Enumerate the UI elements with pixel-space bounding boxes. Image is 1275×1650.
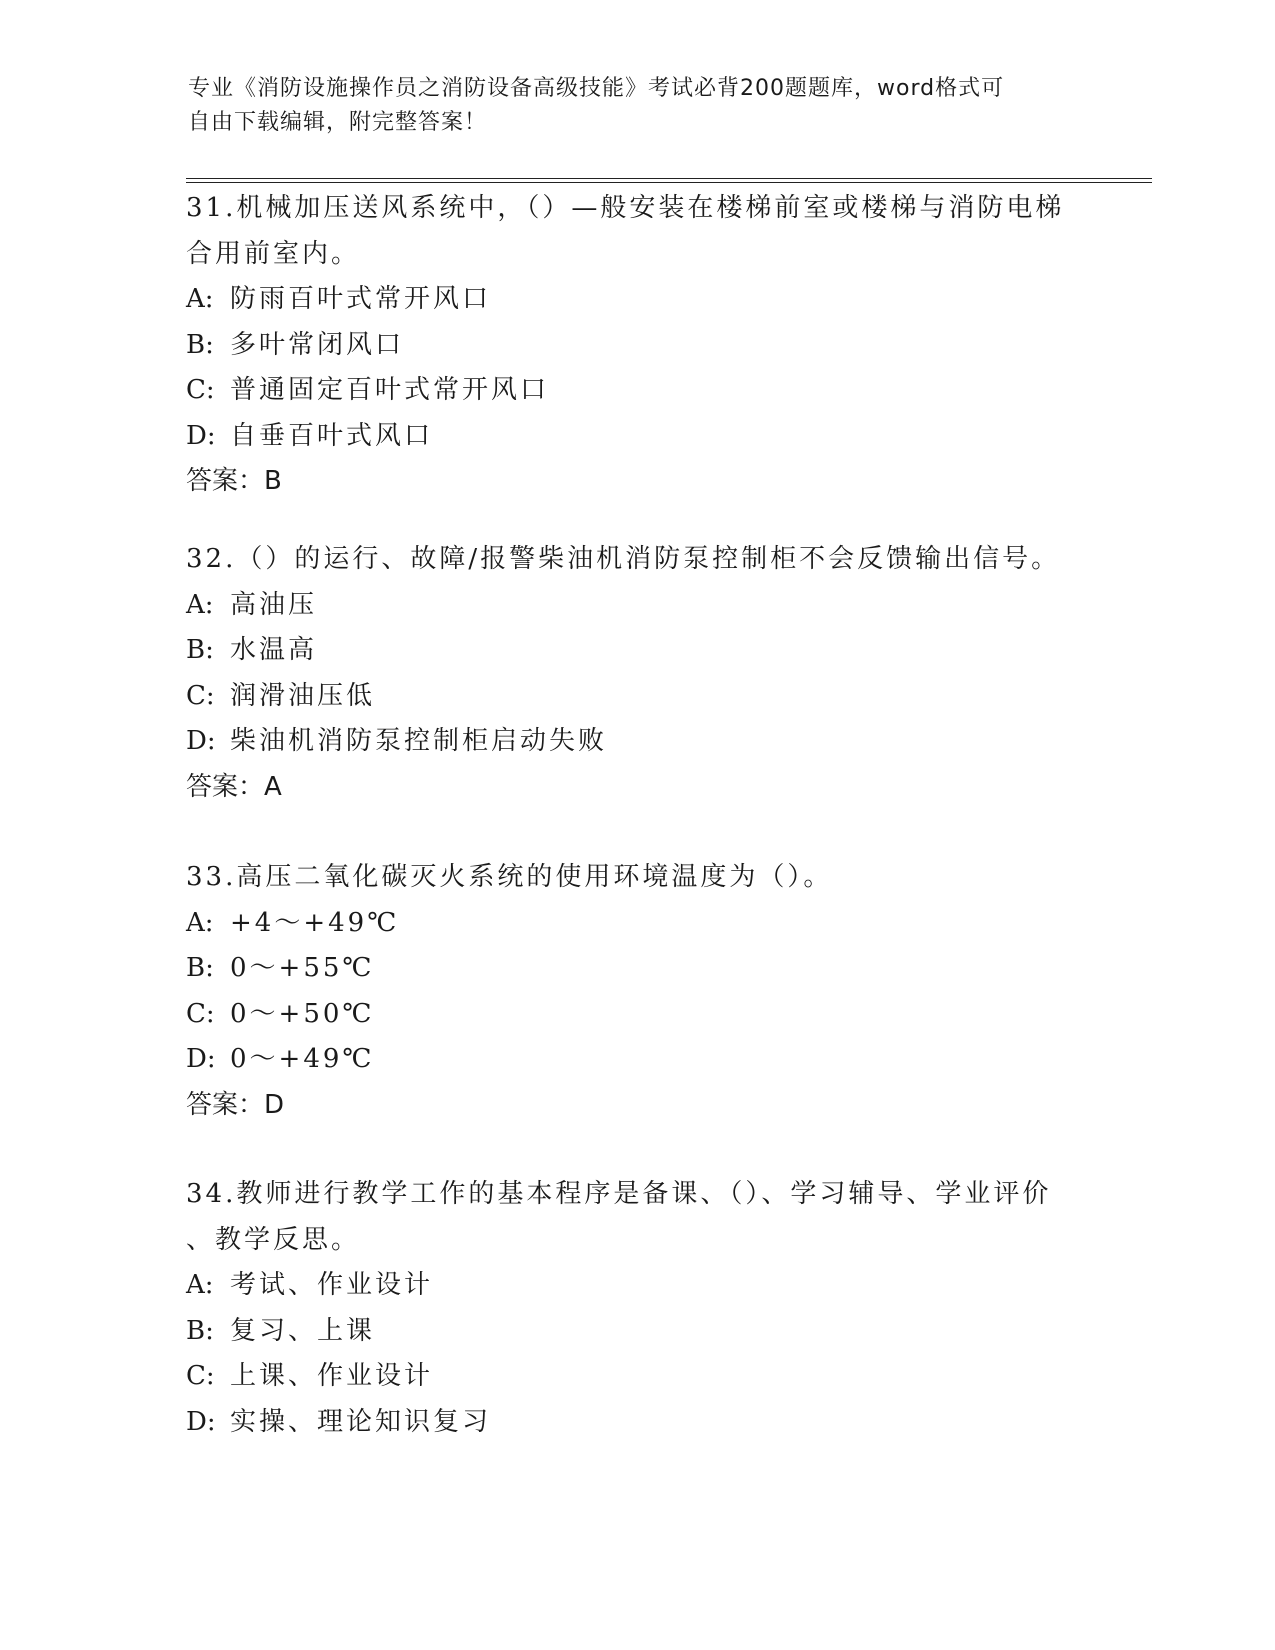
option-letter: B: <box>186 329 214 360</box>
option-text: 润滑油压低 <box>230 680 376 711</box>
option-text: 普通固定百叶式常开风口 <box>230 375 550 405</box>
option-letter: A: <box>186 1270 214 1300</box>
option-text: 高油压 <box>230 589 318 620</box>
option-c <box>186 1354 1086 1400</box>
header-line-1: 专业《消防设施操作员之消防设备高级技能》考试必背200题题库，word格式可 <box>188 76 1005 101</box>
option-text: 多叶常闭风口 <box>230 329 405 360</box>
question-stem-line: 34.教师进行教学工作的基本程序是备课、（）、学习辅导、学业评价 <box>186 1179 1052 1209</box>
option-d <box>186 719 1086 765</box>
question-32 <box>186 537 1086 810</box>
question-stem-line: 、教学反思。 <box>186 1224 361 1255</box>
option-text: 柴油机消防泵控制柜启动失败 <box>230 726 608 756</box>
option-d <box>186 1400 1086 1446</box>
option-text: 0～+50℃ <box>230 998 375 1029</box>
option-text: 考试、作业设计 <box>230 1270 434 1300</box>
question-stem-line: 合用前室内。 <box>186 238 361 269</box>
answer-line: 答案：B <box>186 466 282 496</box>
option-text: 防雨百叶式常开风口 <box>230 284 492 314</box>
option-letter: A: <box>186 907 214 938</box>
question-stem-line: 32.（）的运行、故障/报警柴油机消防泵控制柜不会反馈输出信号。 <box>186 544 1061 574</box>
option-letter: B: <box>186 953 214 983</box>
question-stem-line: 33.高压二氧化碳灭火系统的使用环境温度为（）。 <box>186 862 833 892</box>
option-letter: B: <box>186 1315 214 1346</box>
header-divider-bottom <box>186 182 1152 183</box>
option-c <box>186 368 1086 414</box>
option-text: 水温高 <box>230 635 318 665</box>
option-text: 上课、作业设计 <box>230 1361 434 1391</box>
option-text: 0～+55℃ <box>230 953 375 983</box>
option-letter: D: <box>186 726 216 756</box>
question-stem-line: 31.机械加压送风系统中，（）—般安装在楼梯前室或楼梯与消防电梯 <box>186 193 1065 223</box>
option-c <box>186 674 1086 720</box>
answer-line: 答案：D <box>186 1089 285 1120</box>
option-letter: C: <box>186 680 215 711</box>
option-b <box>186 946 1086 992</box>
document-header <box>188 72 1068 140</box>
option-letter: D: <box>186 420 216 451</box>
option-text: 0～+49℃ <box>230 1044 375 1074</box>
option-letter: B: <box>186 635 214 665</box>
answer-line: 答案：A <box>186 771 282 802</box>
question-33 <box>186 855 1086 1128</box>
option-letter: D: <box>186 1044 216 1074</box>
option-letter: C: <box>186 998 215 1029</box>
option-c <box>186 992 1086 1038</box>
option-text: 自垂百叶式风口 <box>230 420 434 451</box>
option-d <box>186 414 1086 460</box>
option-b <box>186 628 1086 674</box>
option-text: 实操、理论知识复习 <box>230 1406 492 1437</box>
option-b <box>186 1309 1086 1355</box>
question-31 <box>186 186 1086 505</box>
option-d <box>186 1037 1086 1083</box>
option-a <box>186 901 1086 947</box>
header-line-2: 自由下载编辑，附完整答案！ <box>188 110 488 135</box>
option-a <box>186 583 1086 629</box>
option-a <box>186 1263 1086 1309</box>
option-letter: C: <box>186 375 215 405</box>
option-letter: A: <box>186 284 214 314</box>
header-divider-top <box>186 178 1152 179</box>
option-text: +4～+49℃ <box>230 907 400 938</box>
option-a <box>186 277 1086 323</box>
option-letter: A: <box>186 589 214 620</box>
option-text: 复习、上课 <box>230 1315 376 1346</box>
option-letter: D: <box>186 1406 216 1437</box>
option-b <box>186 323 1086 369</box>
question-34 <box>186 1172 1086 1445</box>
option-letter: C: <box>186 1361 215 1391</box>
